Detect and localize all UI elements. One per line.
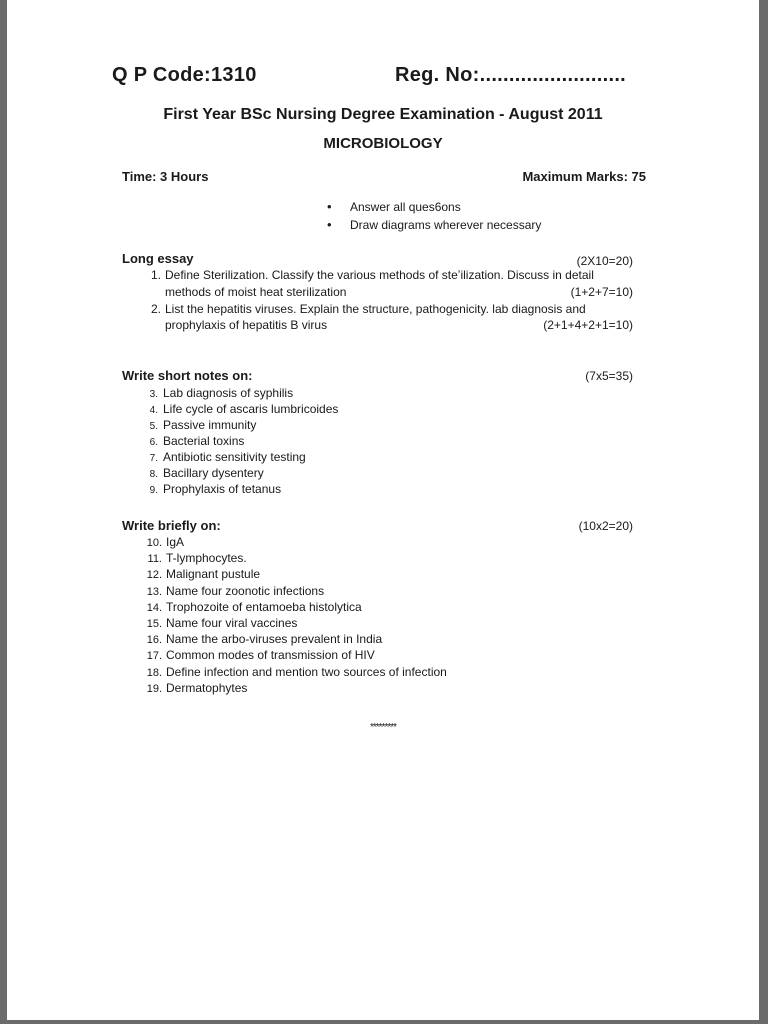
qp-code: Q P Code:1310 [112,64,257,86]
list-item: 5. Passive immunity [149,418,257,432]
long-essay-heading: Long essay [122,251,194,266]
briefly-marks: (10x2=20) [578,519,633,533]
exam-paper-page [7,0,759,1020]
end-of-paper-marker: ********* [369,722,397,733]
subject-title: MICROBIOLOGY [323,135,443,152]
max-marks: Maximum Marks: 75 [522,169,646,184]
list-item: 7. Antibiotic sensitivity testing [149,450,306,464]
reg-no: Reg. No:......................... [395,64,627,86]
list-item: 6. Bacterial toxins [149,434,245,448]
question-1 [135,267,594,283]
instructions-list [325,200,541,236]
short-notes-list [140,385,338,497]
briefly-list [140,534,447,696]
exam-time: Time: 3 Hours [122,169,209,184]
list-item: 3. Lab diagnosis of syphilis [149,386,294,400]
question-1-continued: methods of moist heat sterilization [165,285,347,299]
question-2-continued: prophylaxis of hepatitis B virus [165,318,328,332]
list-item: 15. Name four viral vaccines [146,615,298,630]
question-text: Define Sterilization. Classify the various methods of steʼilization. Discuss in detail [165,268,594,282]
list-item: 9. Prophylaxis of tetanus [149,482,282,496]
list-item: 18. Define infection and mention two sources of infection [146,664,447,679]
list-item: 17. Common modes of transmission of HIV [146,648,375,663]
long-essay-marks: (2X10=20) [576,254,633,268]
question-1-marks: (1+2+7=10) [570,285,633,299]
list-item: 13. Name four zoonotic infections [146,583,325,598]
list-item: 16. Name the arbo-viruses prevalent in India [146,632,383,647]
list-item: 10. IgA [146,535,185,549]
instruction-item: • Answer all ques6ons [325,200,541,218]
briefly-heading: Write briefly on: [122,518,221,533]
question-2 [135,301,586,317]
list-item: 12. Malignant pustule [146,567,261,582]
question-text: List the hepatitis viruses. Explain the structure, pathogenicity. lab diagnosis and [165,302,586,316]
exam-title: First Year BSc Nursing Degree Examination - August 2011 [163,106,603,123]
instruction-item: • Draw diagrams wherever necessary [325,218,541,236]
list-item: 14. Trophozoite of entamoeba histolytica [146,599,362,614]
list-item: 19. Dermatophytes [146,680,248,695]
short-notes-marks: (7x5=35) [585,369,633,383]
list-item: 11. T-lymphocytes. [147,551,247,566]
question-number: 1. [150,268,161,282]
list-item: 4. Life cycle of ascaris lumbricoides [149,402,339,416]
short-notes-heading: Write short notes on: [122,368,253,383]
list-item: 8. Bacillary dysentery [149,466,264,480]
question-2-marks: (2+1+4+2+1=10) [543,318,633,332]
question-number: 2. [150,302,161,316]
